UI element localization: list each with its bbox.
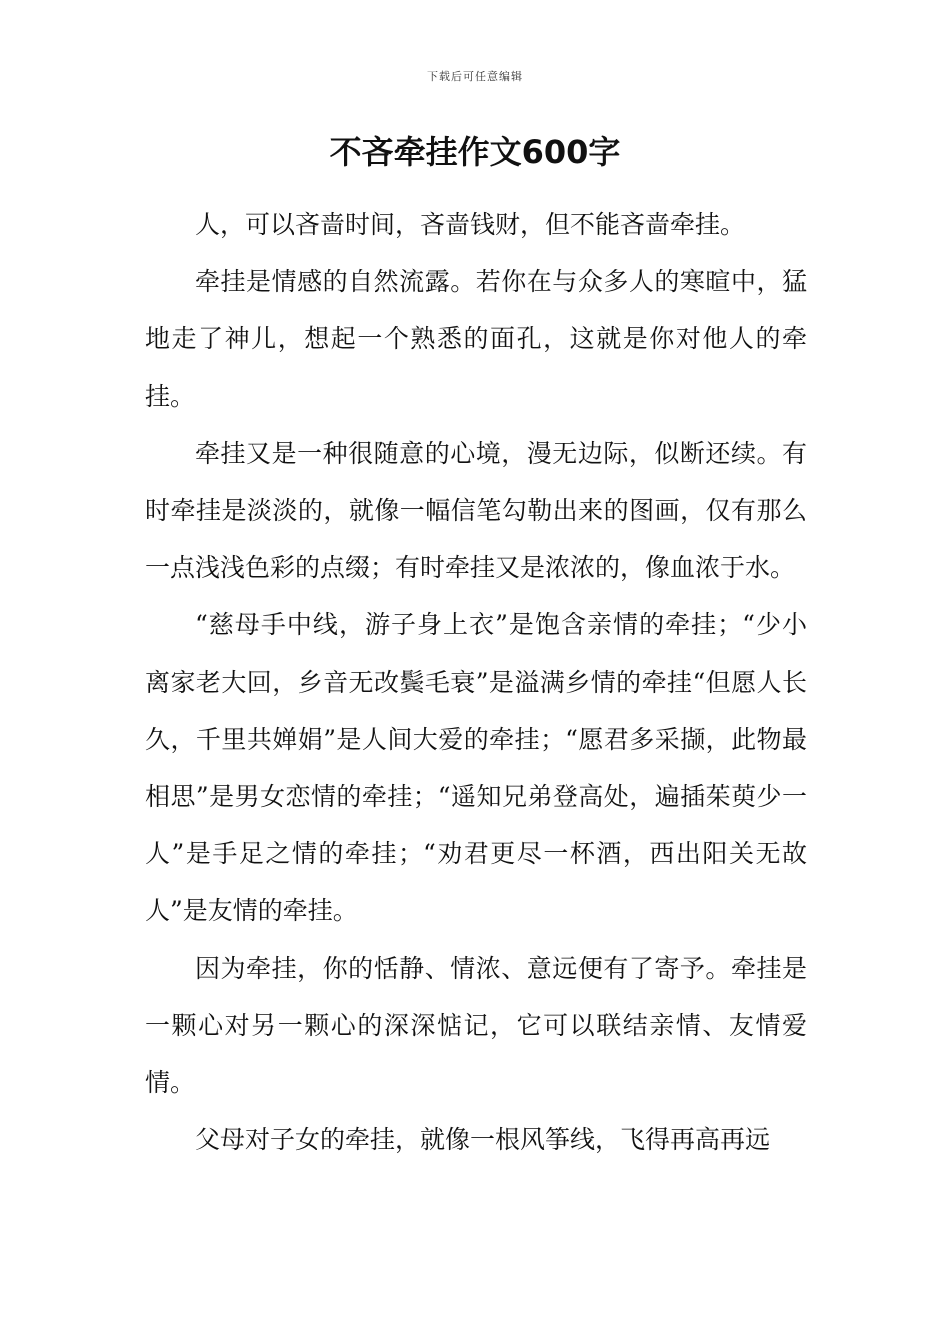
document-title: 不吝牵挂作文600字 <box>329 133 621 171</box>
document-body <box>145 196 807 1168</box>
paragraph-6: 父母对子女的牵挂，就像一根风筝线，飞得再高再远 <box>195 1125 771 1155</box>
paragraph-1: 人，可以吝啬时间，吝啬钱财，但不能吝啬牵挂。 <box>195 210 746 239</box>
paragraph-3: 牵挂又是一种很随意的心境，漫无边际，似断还续。有时牵挂是淡淡的，就像一幅信笔勾勒出来的图画，仅有那么一点浅浅色彩的点缀；有时牵挂又是浓浓的，像血浓于水。 <box>145 438 807 583</box>
paragraph-2: 牵挂是情感的自然流露。若你在与众多人的寒暄中，猛地走了神儿，想起一个熟悉的面孔，这就是你对他人的牵挂。 <box>145 267 807 411</box>
paragraph-4: “慈母手中线，游子身上衣”是饱含亲情的牵挂；“少小离家老大回，乡音无改鬓毛衰”是溢满乡情的牵挂“但愿人长久，千里共婵娟”是人间大爱的牵挂；“愿君多采撷，此物最相思”是男女恋情的牵挂；“遥知兄弟登高处，遍插茱萸少一人”是手足之情的牵挂；“劝君更尽一杯酒，西出阳关无故人”是友情的牵挂。 <box>145 610 807 926</box>
header-note: 下载后可任意编辑 <box>427 70 523 83</box>
paragraph-5: 因为牵挂，你的恬静、情浓、意远便有了寄予。牵挂是一颗心对另一颗心的深深惦记，它可以联结亲情、友情爱情。 <box>145 953 807 1098</box>
